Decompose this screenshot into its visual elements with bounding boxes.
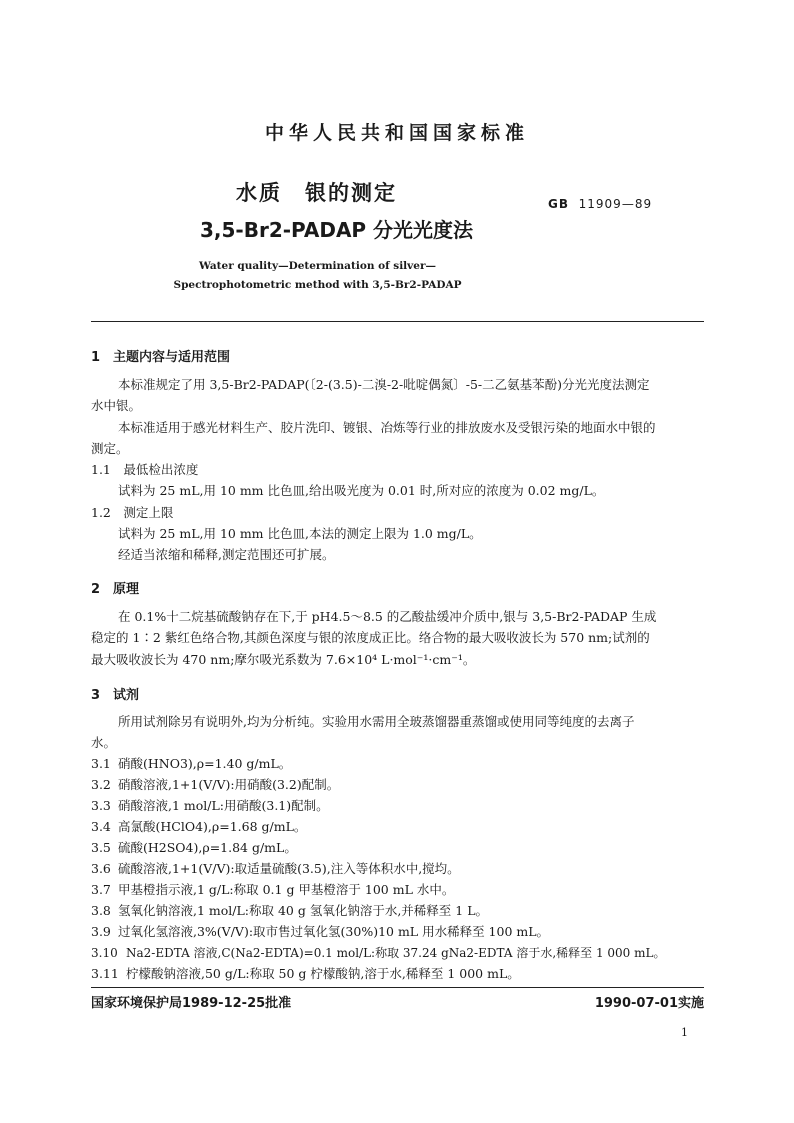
section-1-paragraph-2-line-1: 本标准适用于感光材料生产、胶片洗印、镀银、冶炼等行业的排放废水及受银污染的地面水中银的: [118, 420, 656, 435]
reagent-text: Na2-EDTA 溶液,C(Na2-EDTA)=0.1 mol/L:称取 37.24 gNa2-EDTA 溶于水,稀释至 1 000 mL。: [126, 946, 666, 960]
reagent-item: [91, 819, 306, 835]
reagent-text: 硫酸溶液,1+1(V/V):取适量硫酸(3.5),注入等体积水中,搅均。: [118, 861, 460, 876]
reagent-number: 3.7: [91, 882, 111, 897]
reagent-number: 3.6: [91, 861, 111, 876]
standard-code-number: 11909—89: [578, 197, 653, 211]
subsection-1-2-text-1: 试料为 25 mL,用 10 mm 比色皿,本法的测定上限为 1.0 mg/L。: [118, 526, 482, 541]
page-number: 1: [681, 1026, 688, 1039]
section-1-paragraph-1-line-2: 水中银。: [91, 398, 142, 413]
footer-divider: [91, 987, 704, 988]
standard-code-prefix: GB: [548, 197, 569, 211]
section-1-paragraph-1-line-1: 本标准规定了用 3,5-Br2-PADAP(〔2-(3.5)-二溴-2-吡啶偶氮〕-5-二乙氨基苯酚)分光光度法测定: [118, 377, 650, 392]
section-1-paragraph-2-line-2: 测定。: [91, 441, 129, 456]
section-2-line-2: 稳定的 1∶2 紫红色络合物,其颜色深度与银的浓度成正比。络合物的最大吸收波长为 570 nm;试剂的: [91, 630, 650, 645]
reagent-text: 硝酸溶液,1 mol/L:用硝酸(3.1)配制。: [118, 798, 329, 813]
subsection-1-1-text: 试料为 25 mL,用 10 mm 比色皿,给出吸光度为 0.01 时,所对应的浓度为 0.02 mg/L。: [118, 483, 605, 498]
reagent-text: 硝酸溶液,1+1(V/V):用硝酸(3.2)配制。: [118, 777, 340, 792]
sub-title: 3,5-Br2-PADAP 分光光度法: [200, 218, 474, 242]
effective-date: 1990-07-01实施: [594, 996, 704, 1011]
section-2-line-3: 最大吸收波长为 470 nm;摩尔吸光系数为 7.6×10⁴ L·mol⁻¹·cm⁻¹。: [91, 652, 476, 667]
reagent-number: 3.3: [91, 798, 111, 813]
reagent-text: 氢氧化钠溶液,1 mol/L:称取 40 g 氢氧化钠溶于水,并稀释至 1 L。: [118, 903, 489, 918]
reagent-item: [91, 861, 460, 877]
english-title-line-1: Water quality—Determination of silver—: [198, 260, 436, 272]
standard-title: 中华人民共和国国家标准: [264, 122, 529, 144]
section-3-heading: 3 试剂: [91, 688, 140, 703]
reagent-item: [91, 798, 329, 814]
section-1-heading: 1 主题内容与适用范围: [91, 350, 231, 365]
reagent-item: [91, 777, 339, 793]
approval-date: 国家环境保护局1989-12-25批准: [91, 996, 292, 1011]
reagent-number: 3.11: [91, 966, 119, 981]
section-3-intro-line-2: 水。: [91, 735, 117, 750]
reagent-text: 过氧化氢溶液,3%(V/V):取市售过氧化氢(30%)10 mL 用水稀释至 100 mL。: [118, 924, 550, 939]
reagent-number: 3.5: [91, 840, 111, 855]
reagent-item: [91, 756, 291, 772]
reagent-item: [91, 924, 549, 940]
reagent-text: 硫酸(H2SO4),ρ=1.84 g/mL。: [118, 840, 297, 855]
section-2-line-1: 在 0.1%十二烷基硫酸钠存在下,于 pH4.5～8.5 的乙酸盐缓冲介质中,银与 3,5-Br2-PADAP 生成: [118, 609, 657, 624]
reagent-number: 3.2: [91, 777, 111, 792]
standard-code: [548, 197, 652, 211]
subsection-1-2-text-2: 经适当浓缩和稀释,测定范围还可扩展。: [118, 547, 335, 562]
subsection-1-1-heading: 1.1 最低检出浓度: [91, 462, 199, 477]
reagent-item: [91, 945, 665, 961]
reagent-item: [91, 903, 488, 919]
reagent-number: 3.9: [91, 924, 111, 939]
subsection-1-2-heading: 1.2 测定上限: [91, 505, 174, 520]
reagent-text: 高氯酸(HClO4),ρ=1.68 g/mL。: [118, 819, 307, 834]
section-3-intro-line-1: 所用试剂除另有说明外,均为分析纯。实验用水需用全玻蒸馏器重蒸馏或使用同等纯度的去离子: [118, 714, 635, 729]
reagent-item: [91, 882, 454, 898]
reagent-number: 3.4: [91, 819, 111, 834]
title-divider: [91, 321, 704, 322]
reagent-text: 柠檬酸钠溶液,50 g/L:称取 50 g 柠檬酸钠,溶于水,稀释至 1 000 mL。: [126, 966, 520, 981]
reagent-number: 3.8: [91, 903, 111, 918]
english-title-line-2: Spectrophotometric method with 3,5-Br2-PADAP: [173, 279, 462, 291]
reagent-number: 3.1: [91, 756, 111, 771]
reagent-text: 硝酸(HNO3),ρ=1.40 g/mL。: [118, 756, 292, 771]
main-title: 水质 银的测定: [236, 181, 397, 205]
reagent-text: 甲基橙指示液,1 g/L:称取 0.1 g 甲基橙溶于 100 mL 水中。: [118, 882, 455, 897]
reagent-item: [91, 966, 520, 982]
section-2-heading: 2 原理: [91, 582, 140, 597]
reagent-item: [91, 840, 297, 856]
reagent-number: 3.10: [91, 946, 118, 960]
